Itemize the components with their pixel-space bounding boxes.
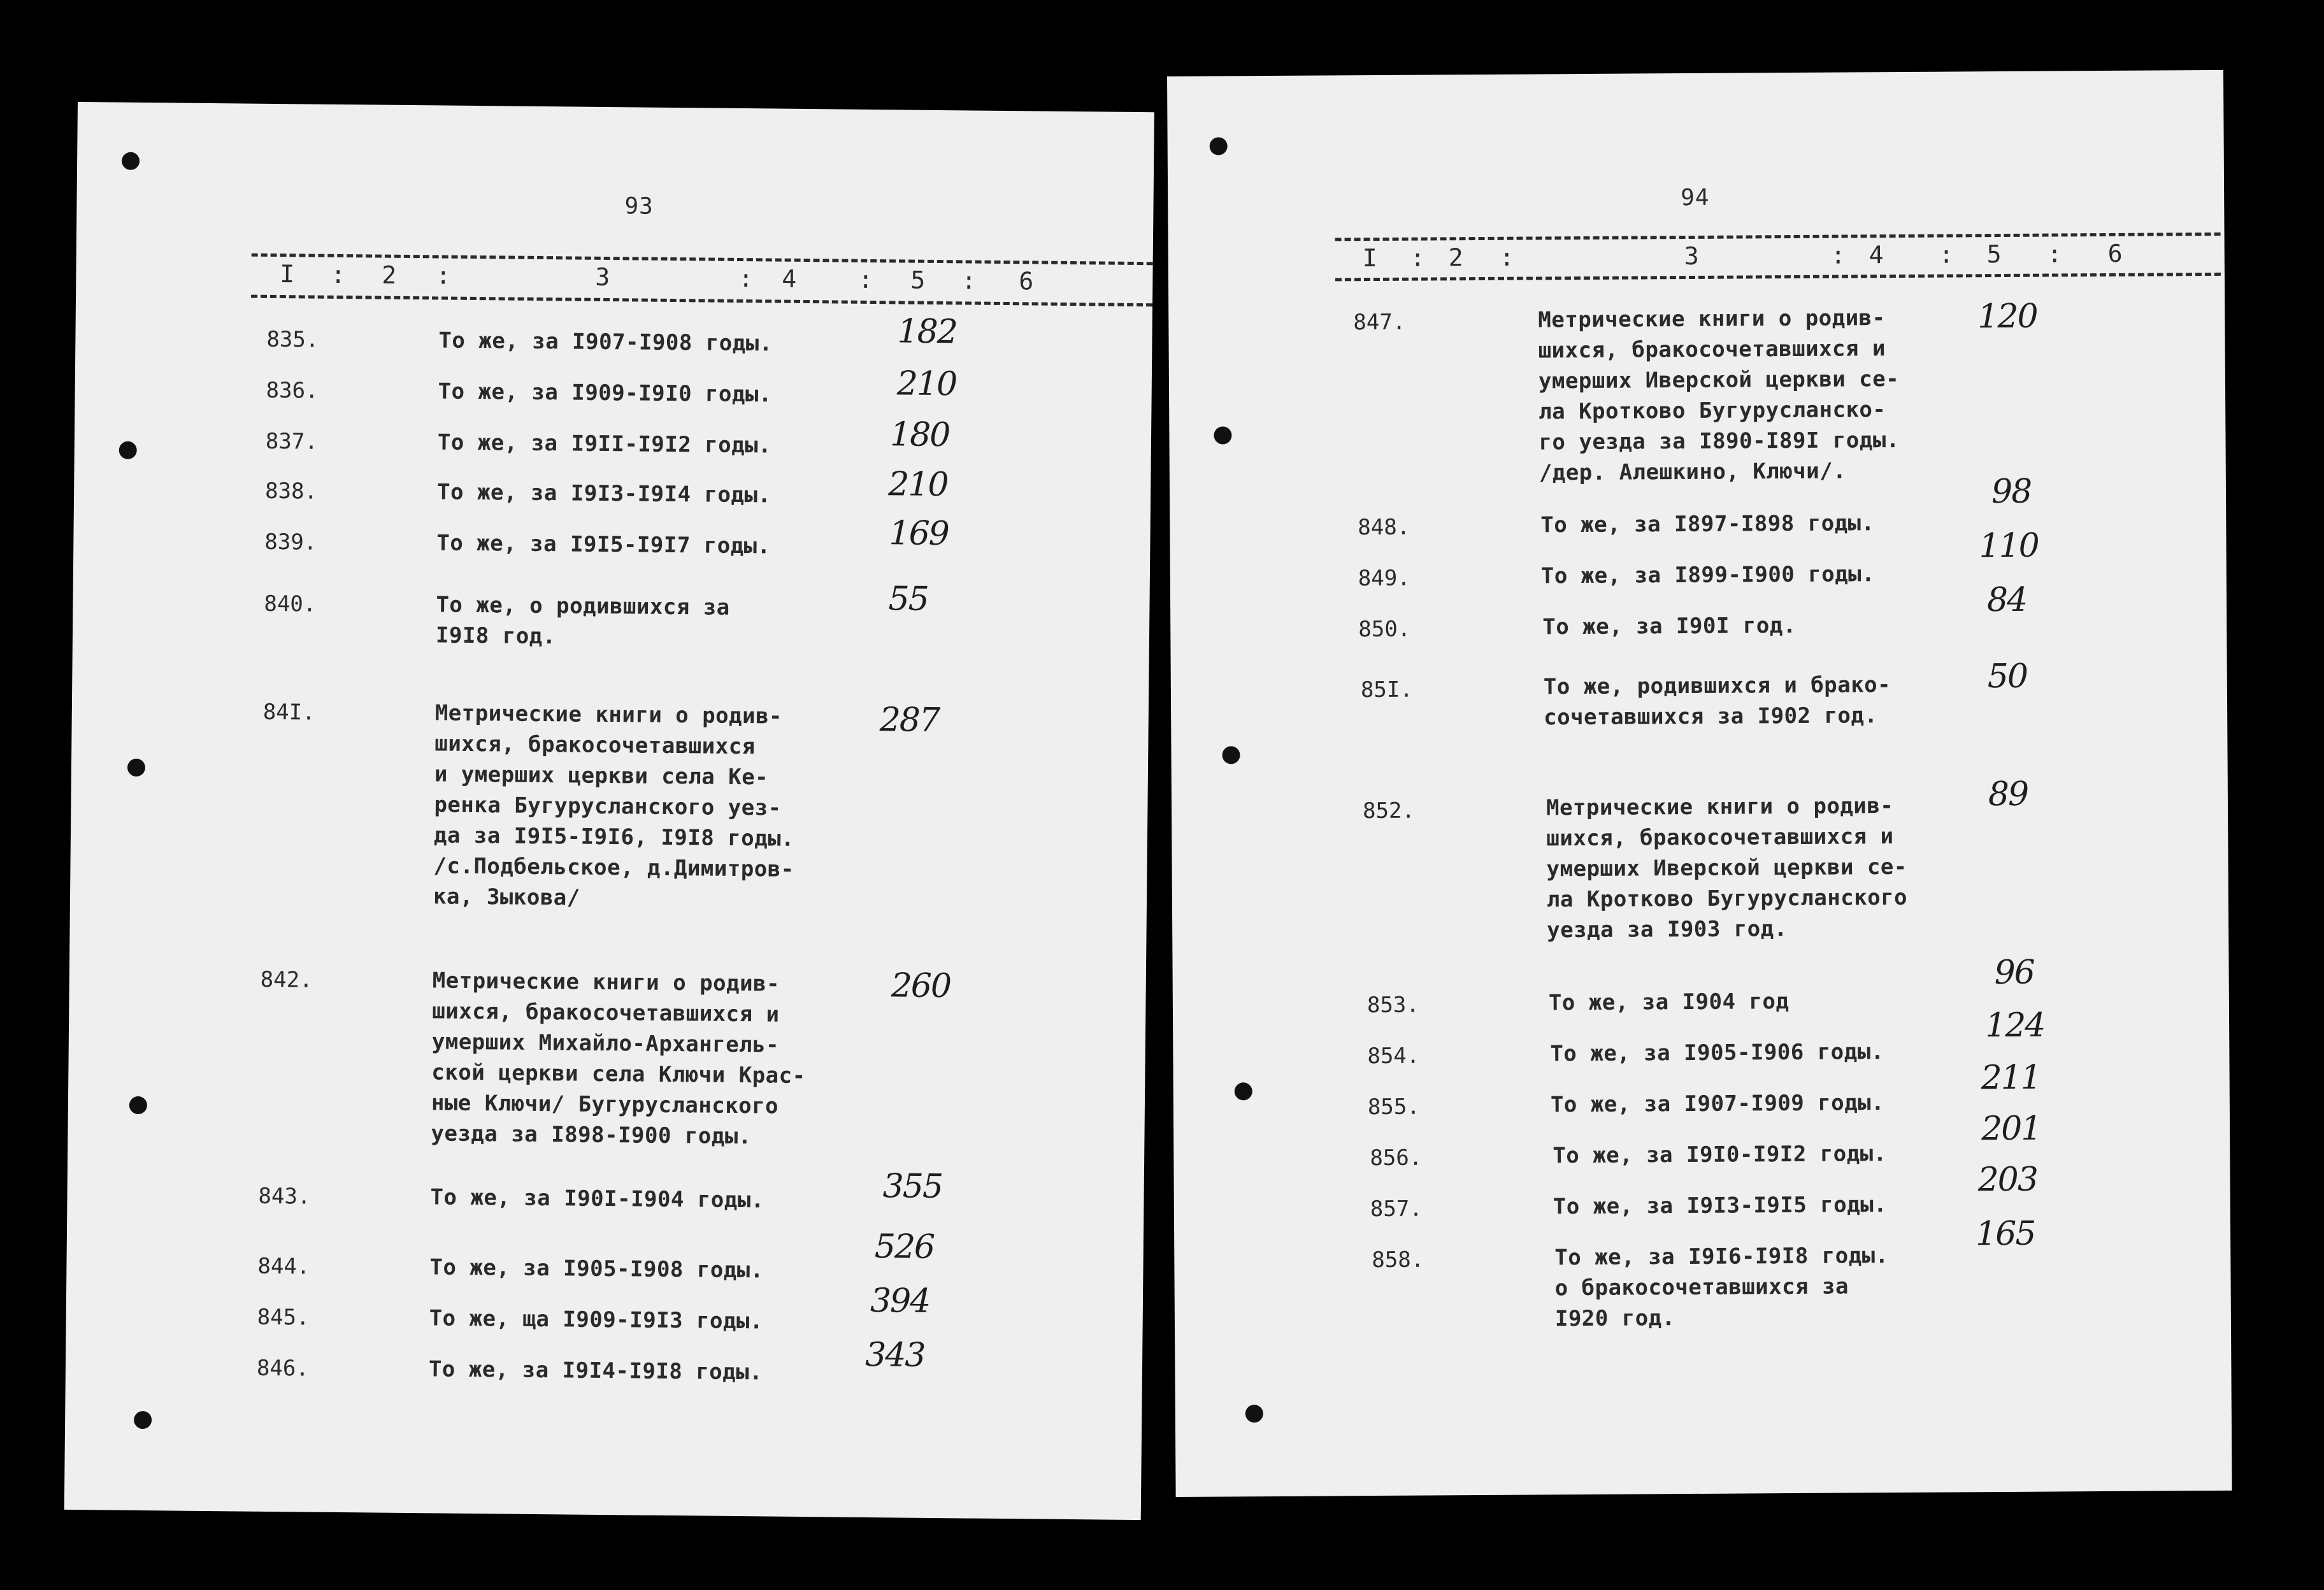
row-description: То же, за I899-I900 годы. [1540,561,1876,589]
punch-hole [1245,1405,1263,1422]
punch-hole [1214,426,1231,444]
handwritten-count: 260 [891,966,951,1006]
row-number: 846. [256,1355,310,1382]
handwritten-count: 287 [879,701,940,740]
row-number: 835. [266,326,319,353]
column-separator: : [1830,241,1846,269]
punch-hole [134,1411,152,1429]
row-number: 848. [1358,514,1410,541]
column-separator: : [858,265,873,294]
row-description: То же, за I9I3-I9I5 годы. [1553,1192,1888,1220]
handwritten-count: 394 [870,1282,930,1321]
row-number: 838. [264,478,318,505]
handwritten-count: 165 [1975,1214,2035,1254]
row-description: То же, за I905-I906 годы. [1550,1039,1884,1067]
column-header: 6 [2107,239,2123,268]
row-description: То же, за I9I5-I9I7 годы. [436,530,771,559]
row-description: То же, за I9I6-I9I8 годы. о бракосочетавшихся за I920 год. [1554,1243,1889,1332]
row-number: 85I. [1360,677,1413,703]
row-number: 854. [1367,1043,1420,1070]
column-separator: : [331,260,346,289]
handwritten-count: 84 [1986,580,2027,620]
column-header: 2 [382,261,397,289]
row-description: Метрические книги о родив- шихся, бракосочетавшихся и умерших Иверской церкви се- ла Кротково Бугурусланского уезда за I903 год. [1546,793,1908,943]
handwritten-count: 50 [1987,657,2028,696]
row-number: 849. [1358,565,1410,592]
row-description: Метрические книги о родив- шихся, бракосочетавшихся и умерших церкви села Ке- ренка Бугурусланского уез- да за I9I5-I9I6, I9I8 годы. /с.Подбельское, д.Димитров- ка, Зыкова/ [433,700,795,911]
row-description: То же, за I907-I908 годы. [438,327,773,357]
column-separator: : [961,266,977,295]
column-separator: : [738,264,754,293]
header-rule-bottom [251,295,1152,307]
handwritten-count: 203 [1977,1160,2038,1200]
punch-hole [122,152,140,170]
column-header: 3 [1684,241,1699,271]
handwritten-count: 210 [896,364,957,404]
handwritten-count: 96 [1994,953,2034,992]
row-description: То же, за I9I0-I9I2 годы. [1553,1141,1887,1169]
row-number: 845. [257,1304,310,1331]
row-description: То же, за I9I4-I9I8 годы. [428,1356,763,1386]
handwritten-count: 355 [882,1167,943,1207]
column-header: 6 [1019,267,1034,296]
row-number: 852. [1362,798,1416,824]
row-number: 84I. [262,699,315,726]
column-separator: : [2047,240,2062,268]
row-description: Метрические книги о родив- шихся, бракосочетавшихся и умерших Иверской церкви се- ла Кротково Бугурусланско- го уезда за I890-I89I годы. /дер. Алешкино, Ключи/. [1538,305,1900,486]
punch-hole [1235,1082,1252,1100]
handwritten-count: 98 [1991,472,2032,512]
row-description: То же, за I90I год. [1542,612,1797,640]
row-description: То же, за I907-I909 годы. [1550,1090,1885,1118]
column-header: 4 [1869,241,1884,269]
row-number: 853. [1366,992,1419,1019]
handwritten-count: 343 [864,1335,925,1375]
document-page-left [64,102,1154,1520]
handwritten-count: 180 [889,415,950,455]
row-number: 844. [257,1253,310,1280]
row-number: 850. [1358,616,1411,643]
row-number: 842. [260,966,313,993]
handwritten-count: 55 [888,580,929,619]
row-description: То же, за I897-I898 годы. [1540,510,1875,538]
row-number: 856. [1370,1145,1423,1171]
column-header: 3 [595,262,610,292]
row-number: 839. [264,529,317,555]
row-number: 843. [258,1183,311,1210]
row-description: То же, за I909-I9I0 годы. [438,378,773,408]
punch-hole [129,1096,147,1114]
row-description: То же, родившихся и брако- сочетавшихся за I902 год. [1543,672,1891,731]
row-number: 857. [1370,1196,1423,1222]
header-rule-top [1335,233,2221,241]
handwritten-count: 89 [1988,775,2028,814]
handwritten-count: 201 [1981,1109,2041,1149]
punch-hole [1222,746,1240,764]
row-number: 847. [1353,309,1406,336]
handwritten-count: 211 [1981,1058,2041,1098]
row-description: Метрические книги о родив- шихся, бракосочетавшихся и умерших Михайло-Архангель- ской церкви села Ключи Крас- ные Ключи/ Бугурусланского уезда за I898-I900 годы. [431,968,806,1150]
punch-hole [127,759,145,777]
punch-hole [119,441,137,459]
column-header: 2 [1448,243,1463,272]
page-number: 93 [624,193,654,220]
row-description: То же, за I904 год [1548,989,1790,1016]
row-description: То же, за I9II-I9I2 годы. [437,429,772,459]
column-separator: : [1410,243,1425,272]
page-number: 94 [1681,184,1710,211]
column-separator: : [1939,240,1954,269]
column-header: 4 [782,264,797,293]
column-header: 5 [1986,240,2002,269]
header-rule-bottom [1335,273,2221,281]
handwritten-count: 110 [1979,526,2039,566]
column-header: I [1362,243,1377,273]
document-page-right [1167,70,2232,1497]
handwritten-count: 526 [874,1228,935,1266]
row-number: 858. [1372,1247,1424,1273]
row-description: То же, ща I909-I9I3 годы. [429,1305,764,1335]
row-number: 840. [264,591,317,617]
handwritten-count: 124 [1984,1006,2045,1045]
column-header: I [280,260,295,289]
column-separator: : [436,261,451,290]
row-number: 836. [266,377,319,404]
punch-hole [1210,137,1228,155]
row-description: То же, за I905-I908 годы. [429,1254,764,1284]
row-description: То же, о родившихся за I9I8 год. [435,592,730,650]
handwritten-count: 120 [1977,297,2037,336]
handwritten-count: 182 [897,312,958,352]
handwritten-count: 169 [889,514,949,554]
row-number: 837. [265,428,318,455]
column-separator: : [1499,243,1514,271]
handwritten-count: 210 [888,465,948,505]
row-number: 855. [1367,1094,1420,1121]
row-description: То же, за I90I-I904 годы. [430,1184,764,1214]
row-description: То же, за I9I3-I9I4 годы. [436,479,771,508]
column-header: 5 [910,266,926,294]
